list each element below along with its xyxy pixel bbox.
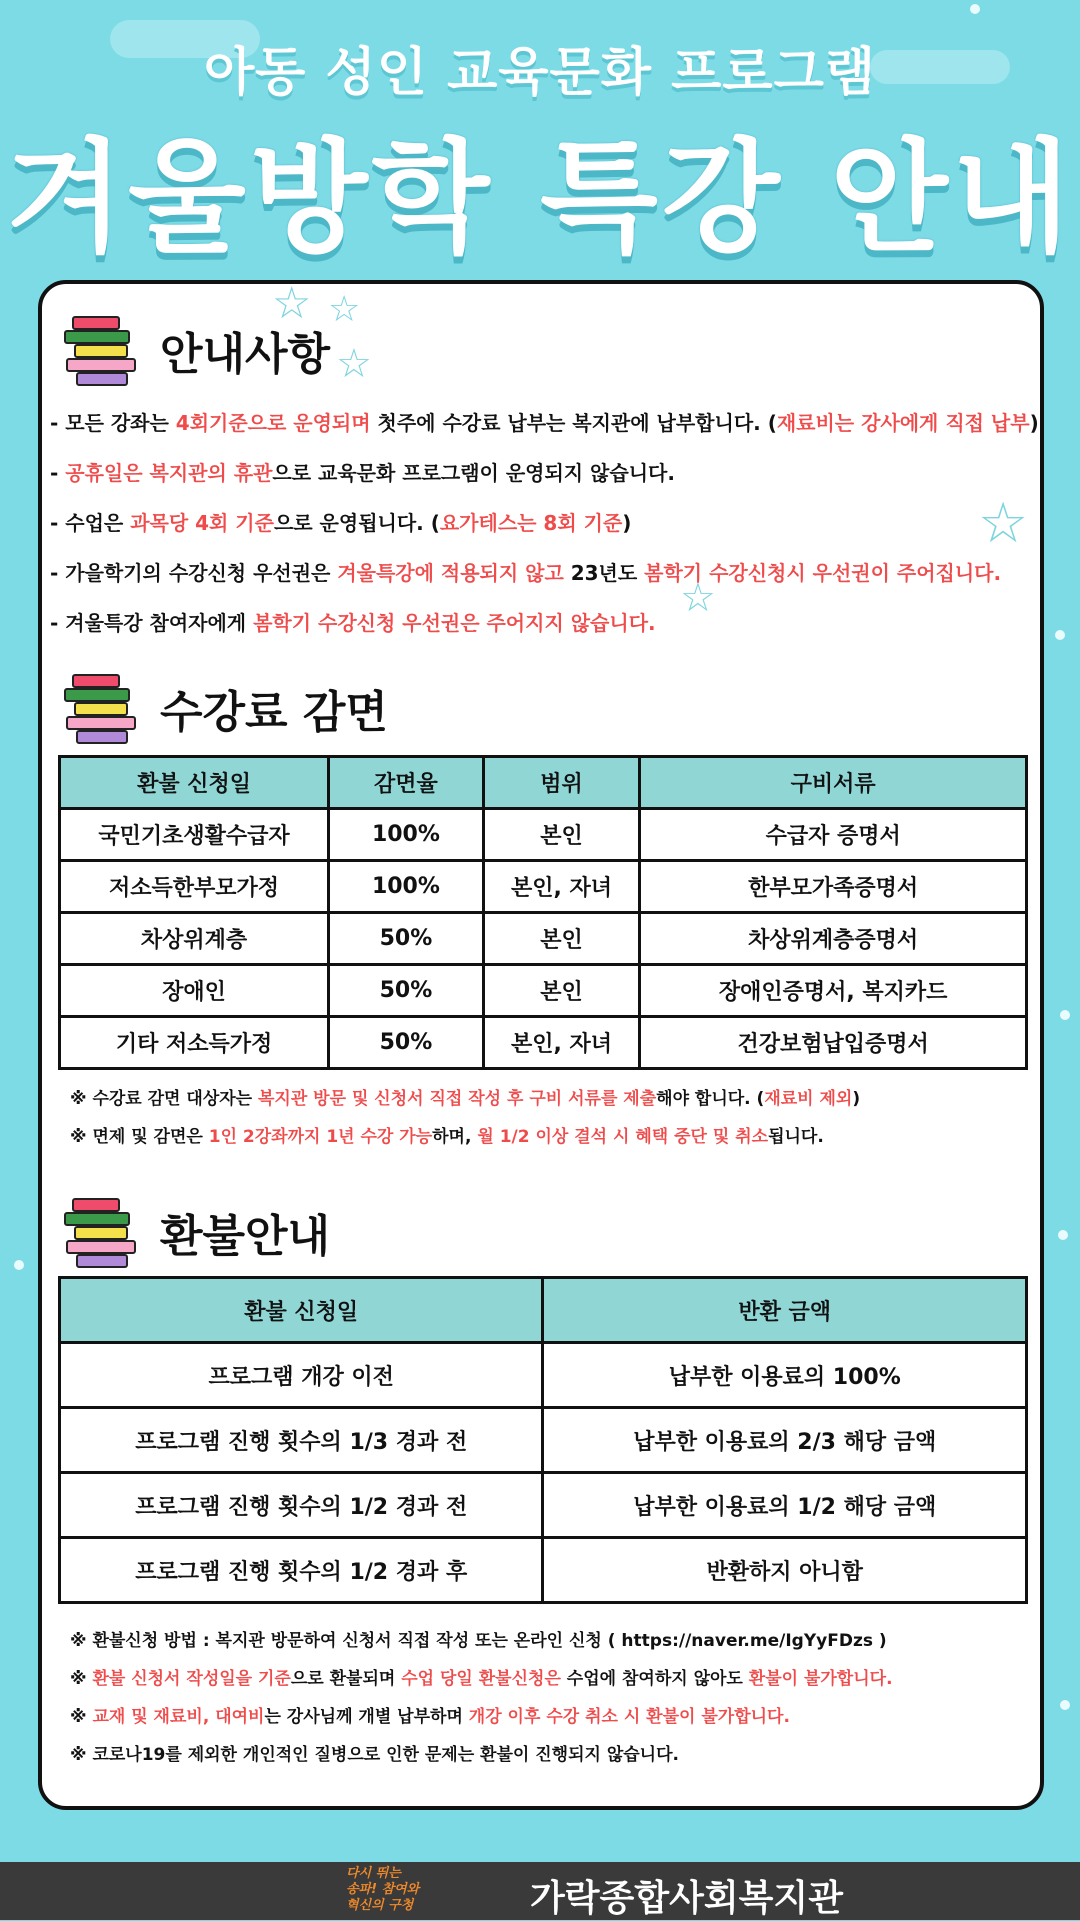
table-cell: 본인 xyxy=(483,913,640,965)
table-cell: 100% xyxy=(329,809,484,861)
star-icon: ☆ xyxy=(336,341,372,387)
table-row xyxy=(60,1473,1027,1538)
table-cell: 건강보험납입증명서 xyxy=(640,1017,1027,1069)
page-title: 겨울방학 특강 안내 xyxy=(6,127,1074,269)
notice-list xyxy=(50,408,1040,658)
table-row xyxy=(60,1538,1027,1603)
table-cell: 납부한 이용료의 2/3 해당 금액 xyxy=(543,1408,1027,1473)
table-cell: 본인, 자녀 xyxy=(483,1017,640,1069)
table-cell: 50% xyxy=(329,965,484,1017)
refund-notes xyxy=(70,1628,1030,1780)
table-cell: 50% xyxy=(329,913,484,965)
table-cell: 장애인증명서, 복지카드 xyxy=(640,965,1027,1017)
table-cell: 프로그램 진행 횟수의 1/3 경과 전 xyxy=(60,1408,543,1473)
table-cell: 저소득한부모가정 xyxy=(60,861,329,913)
table-cell: 본인 xyxy=(483,809,640,861)
star-icon: ☆ xyxy=(680,575,716,621)
discount-section-header xyxy=(62,672,388,744)
table-cell: 프로그램 진행 횟수의 1/2 경과 후 xyxy=(60,1538,543,1603)
table-cell: 프로그램 개강 이전 xyxy=(60,1343,543,1408)
column-header: 환불 신청일 xyxy=(60,757,329,809)
discount-note: ※ 면제 및 감면은 1인 2강좌까지 1년 수강 가능하며, 월 1/2 이상 결석 시 혜택 중단 및 취소됩니다. xyxy=(70,1127,824,1147)
page-subtitle: 아동 성인 교육문화 프로그램 xyxy=(203,43,877,103)
table-row xyxy=(60,809,1027,861)
decor-dot xyxy=(1058,1230,1068,1240)
books-icon xyxy=(62,314,142,386)
table-cell: 기타 저소득가정 xyxy=(60,1017,329,1069)
organization-name: 가락종합사회복지관 xyxy=(530,1878,843,1919)
refund-note: ※ 환불신청 방법 : 복지관 방문하여 신청서 직접 작성 또는 온라인 신청 ( https://naver.me/IgYyFDzs ) xyxy=(70,1631,887,1651)
column-header: 구비서류 xyxy=(640,757,1027,809)
table-row xyxy=(60,1017,1027,1069)
songpa-slogan-logo: 다시 뛰는 송파! 참여와 혁신의 구청 xyxy=(346,1866,420,1913)
refund-note: ※ 교재 및 재료비, 대여비는 강사님께 개별 납부하며 개강 이후 수강 취소 시 환불이 불가합니다. xyxy=(70,1707,790,1727)
star-icon: ☆ xyxy=(978,491,1029,556)
footer-bar xyxy=(0,1862,1080,1920)
star-icon: ☆ xyxy=(328,289,361,330)
table-cell: 수급자 증명서 xyxy=(640,809,1027,861)
refund-note: ※ 환불 신청서 작성일을 기준으로 환불되며 수업 당일 환불신청은 수업에 참여하지 않아도 환불이 불가합니다. xyxy=(70,1669,893,1689)
discount-notes xyxy=(70,1086,1030,1162)
column-header: 반환 금액 xyxy=(543,1278,1027,1343)
notice-section-header xyxy=(62,314,330,386)
table-row xyxy=(60,965,1027,1017)
table-cell: 납부한 이용료의 1/2 해당 금액 xyxy=(543,1473,1027,1538)
table-cell: 장애인 xyxy=(60,965,329,1017)
refund-section-title: 환불안내 xyxy=(160,1211,331,1262)
table-cell: 프로그램 진행 횟수의 1/2 경과 전 xyxy=(60,1473,543,1538)
table-row xyxy=(60,1408,1027,1473)
table-cell: 100% xyxy=(329,861,484,913)
notice-item: - 겨울특강 참여자에게 봄학기 수강신청 우선권은 주어지지 않습니다. xyxy=(50,611,656,635)
table-cell: 차상위계층 xyxy=(60,913,329,965)
star-icon: ☆ xyxy=(272,278,312,329)
table-cell: 50% xyxy=(329,1017,484,1069)
table-cell: 차상위계층증명서 xyxy=(640,913,1027,965)
column-header: 범위 xyxy=(483,757,640,809)
decor-dot xyxy=(1055,630,1065,640)
notice-item: - 공휴일은 복지관의 휴관으로 교육문화 프로그램이 운영되지 않습니다. xyxy=(50,461,675,485)
discount-section-title: 수강료 감면 xyxy=(160,687,388,738)
table-cell: 국민기초생활수급자 xyxy=(60,809,329,861)
notice-section-title: 안내사항 xyxy=(160,329,331,380)
table-row xyxy=(60,913,1027,965)
notice-item: - 모든 강좌는 4회기준으로 운영되며 첫주에 수강료 납부는 복지관에 납부합니다. (재료비는 강사에게 직접 납부) xyxy=(50,411,1039,435)
table-cell: 본인, 자녀 xyxy=(483,861,640,913)
books-icon xyxy=(62,672,142,744)
table-cell: 납부한 이용료의 100% xyxy=(543,1343,1027,1408)
decor-dot xyxy=(14,1260,24,1270)
column-header: 감면율 xyxy=(329,757,484,809)
table-row xyxy=(60,1343,1027,1408)
decor-dot xyxy=(1060,1010,1070,1020)
table-cell: 반환하지 아니함 xyxy=(543,1538,1027,1603)
table-row xyxy=(60,861,1027,913)
discount-table xyxy=(58,755,1028,1070)
refund-section-header xyxy=(62,1196,330,1268)
table-cell: 한부모가족증명서 xyxy=(640,861,1027,913)
decor-dot xyxy=(970,4,980,14)
refund-table xyxy=(58,1276,1028,1604)
discount-note: ※ 수강료 감면 대상자는 복지관 방문 및 신청서 직접 작성 후 구비 서류를 제출해야 합니다. (재료비 제외) xyxy=(70,1089,861,1109)
books-icon xyxy=(62,1196,142,1268)
column-header: 환불 신청일 xyxy=(60,1278,543,1343)
notice-item: - 수업은 과목당 4회 기준으로 운영됩니다. (요가테스는 8회 기준) xyxy=(50,511,632,535)
decor-dot xyxy=(1060,1700,1070,1710)
refund-note: ※ 코로나19를 제외한 개인적인 질병으로 인한 문제는 환불이 진행되지 않습니다. xyxy=(70,1745,679,1765)
table-cell: 본인 xyxy=(483,965,640,1017)
notice-item: - 가을학기의 수강신청 우선권은 겨울특강에 적용되지 않고 23년도 봄학기 수강신청시 우선권이 주어집니다. xyxy=(50,561,1002,585)
